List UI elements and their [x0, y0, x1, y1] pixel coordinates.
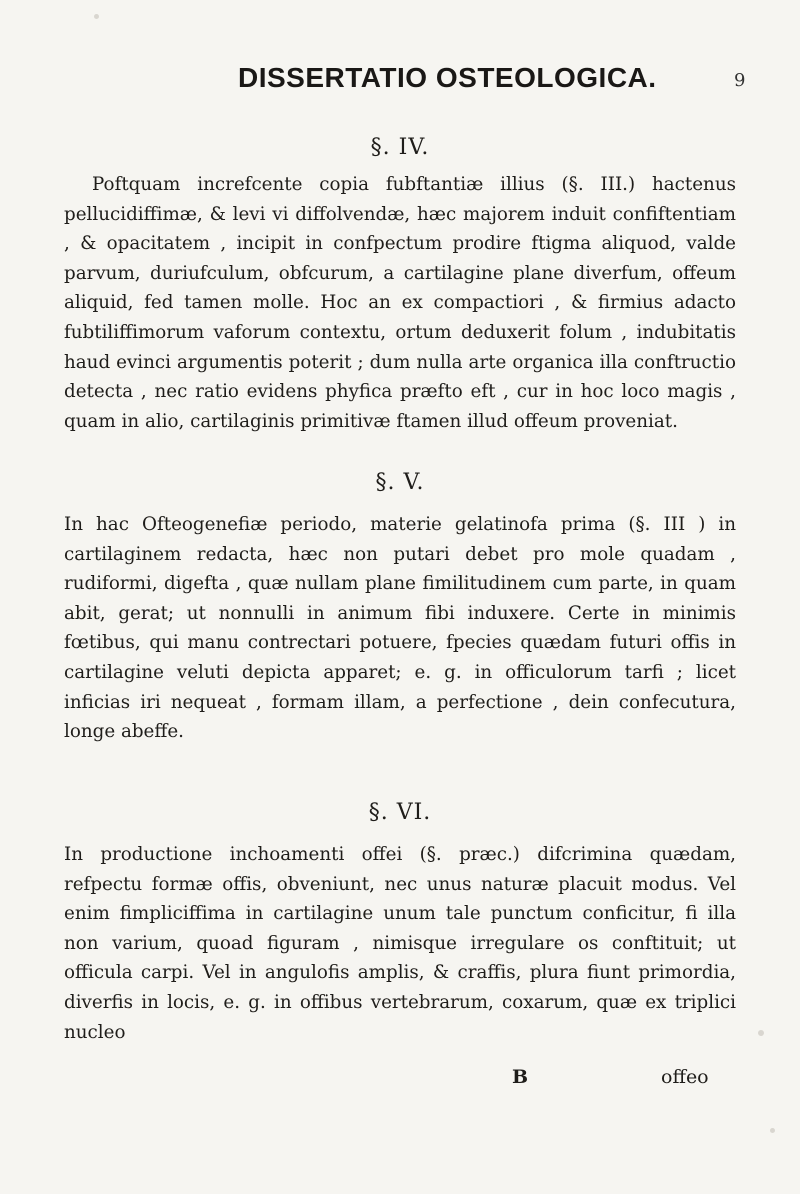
section-heading-iv: §. IV. [370, 135, 430, 160]
ink-blot-mark [94, 14, 99, 19]
running-title: DISSERTATIO OSTEOLOGICA. [238, 62, 657, 93]
section-heading-vi: §. VI. [368, 800, 432, 825]
ink-blot-mark [758, 1030, 764, 1036]
running-head [0, 50, 800, 100]
section-text-v: In hac Ofteogenefiæ periodo, materie gelatinofa prima (§. III ) in cartilaginem redacta, hæc non putari debet pro mole quadam , rudiformi, digefta , quæ nullam plane fimilitudinem cum parte, in quam abit, gerat; ut nonnulli in animum fibi induxere. Certe in minimis fœtibus, qui manu contrectari potuere, fpecies quædam futuri offis in cartilagine veluti depicta apparet; e. g. in officulorum tarfi ; licet inficias iri nequeat , formam illam, a perfectione , dein confecutura, longe abeffe. [64, 514, 736, 743]
catchword: offeo [661, 1066, 709, 1088]
section-text-vi: In productione inchoamenti offei (§. præc.) difcrimina quædam, refpectu formæ offis, obveniunt, nec unus naturæ placuit modus. Vel enim fimpliciffima in cartilagine unum tale punctum conficitur, fi illa non varium, quoad figuram , nimisque irregulare os conftituit; ut officula carpi. Vel in angulofis amplis, & craffis, plura fiunt primordia, diverfis in locis, e. g. in offibus vertebrarum, coxarum, quæ ex triplici nucleo [64, 844, 736, 1043]
section-heading-v: §. V. [375, 470, 425, 495]
page-number: 9 [734, 70, 746, 91]
page-footer [0, 1066, 800, 1096]
ink-blot-mark [770, 1128, 775, 1133]
signature-mark: B [512, 1066, 529, 1088]
section-text-iv: Poftquam increfcente copia fubftantiæ illius (§. III.) hactenus pellucidiffimæ, & levi vi diffolvendæ, hæc majorem induit confiftentiam , & opacitatem , incipit in confpectum prodire ftigma aliquod, valde parvum, duriufculum, obfcurum, a cartilagine plane diverfum, offeum aliquid, fed tamen molle. Hoc an ex compactiori , & firmius adacto fubtiliffimorum vaforum contextu, ortum deduxerit folum , indubitatis haud evinci argumentis poterit ; dum nulla arte organica illa conftructio detecta , nec ratio evidens phyfica præfto eft , cur in hoc loco magis , quam in alio, cartilaginis primitivæ ftamen illud offeum proveniat. [64, 174, 736, 432]
